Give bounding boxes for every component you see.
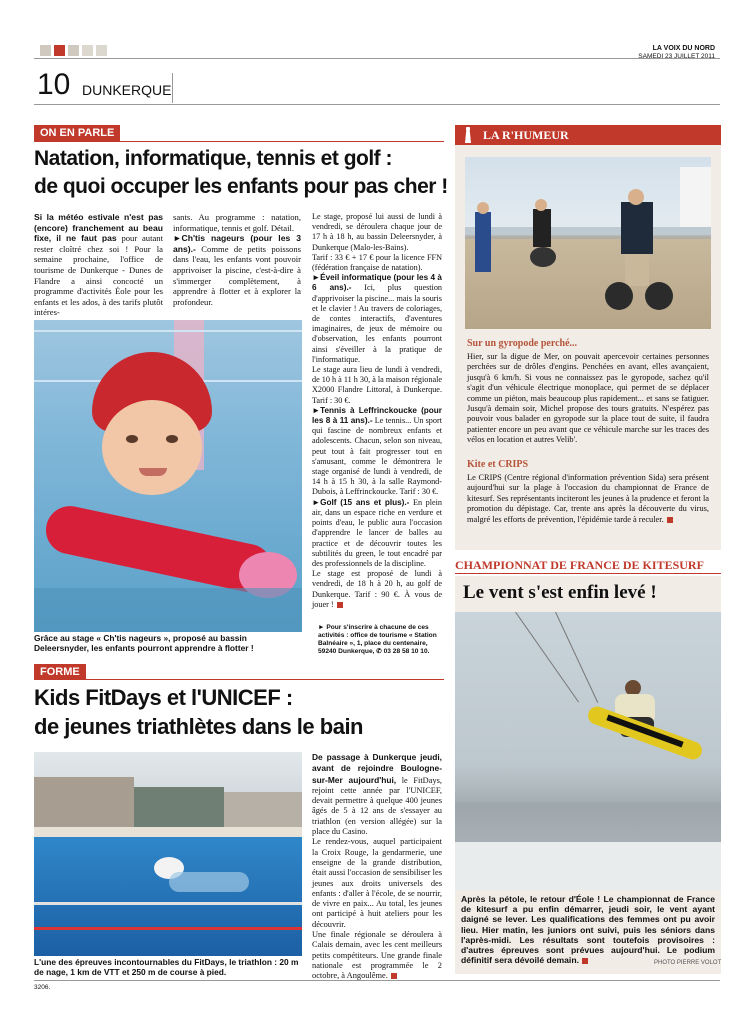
article1-photo-caption: Grâce au stage « Ch'tis nageurs », proposé au bassin Deleersnyder, les enfants pourront apprendre à flotter ! <box>34 633 254 653</box>
paper-name: LA VOIX DU NORD <box>652 45 715 52</box>
header-bottom-rule <box>34 104 720 105</box>
article1-col3-item1-title: ►Éveil informatique (pour les 4 à 6 ans).- <box>312 273 442 293</box>
kitesurfer-photo <box>455 612 721 890</box>
article2-photo-caption: L'une des épreuves incontournables du FitDays, le triathlon : 20 m de nage, 1 km de VTT et 250 m de course à pied. <box>34 957 299 977</box>
article2-p2: Le rendez-vous, auquel participaient la Croix Rouge, la gendarmerie, une enseigne de la grande distribution, était aussi l'occasion de sensibiliser les jeunes aux droits universels des enfants : d'aller à l'école, de se nourrir, de vivre en paix... Au total, les jeunes ont participé à huit ateliers pour les découvrir. <box>312 837 442 929</box>
rhumeur-sidebar <box>455 125 721 550</box>
article1-col1-text: pour autant rester cloîtré chez soi ! Pour la semaine prochaine, l'office de tourisme de Dunkerque - Dunes de Flandre a ainsi concocté un programme d'activités Éole pour les enfants et les ados, à des tarifs plutôt intéres- <box>34 233 163 318</box>
article1-col1 <box>34 212 163 318</box>
footer-code: 3206. <box>34 984 51 991</box>
page-date: SAMEDI 23 JUILLET 2011 <box>638 53 715 60</box>
kitesurf-headline: Le vent s'est enfin levé ! <box>463 582 657 603</box>
article1-kicker-rule <box>34 141 444 142</box>
swimming-child-photo <box>34 320 302 632</box>
article2-kicker-rule <box>34 679 444 680</box>
rhumeur-text-2-body: Le CRIPS (Centre régional d'information prévention Sida) sera présent aujourd'hui sur la plage à l'occasion du championnat de France de kitesurf. Ses représentants inciteront les jeunes à la prudence et feront la promotion du dépistage. Car, trente ans après la découverte du virus, malgré les efforts de prévention, l'épidémie tarde à reculer. <box>467 473 709 524</box>
photo-credit: PHOTO PIERRE VOLOT <box>654 960 722 966</box>
footer-rule <box>34 980 720 981</box>
header-rule <box>34 58 720 59</box>
article2-lead: De passage à Dunkerque jeudi, avant de rejoindre Boulogne-sur-Mer aujourd'hui, <box>312 752 442 785</box>
article1-col3-item3-title: ►Golf (15 ans et plus).- <box>312 497 410 507</box>
rhumeur-subhead-1: Sur un gyropode perché... <box>467 338 578 349</box>
article1-col3-item2-text: Le tennis... Un sport qui fascine de nombreux enfants et adolescents. Chacun, selon son niveau, peut tout à fait progresser tout en s'amusant, comme le démontrera le stage organisé de lundi à vendredi, de 14 h à 15 h 30, à la salle Raymond-Dubois, à Leffrinckoucke. Tarif : 30 €. <box>312 416 442 497</box>
article1-lead: Si la météo estivale n'est pas (encore) franchement au beau fixe, il ne faut pas <box>34 212 163 244</box>
article2-headline-2: de jeunes triathlètes dans le bain <box>34 714 363 739</box>
article1-item-title: ►Ch'tis nageurs (pour les 3 ans).- <box>173 233 301 254</box>
article1-col3-item1-text: Ici, plus question d'apprivoiser la piscine... mais la souris et le clavier ! Au travers de coloriages, de contes interactifs, d'aventures imaginaires, de jeux de mémoire ou d'observation, les enfants pourront ainsi s'éveiller à la pratique de l'informatique. <box>312 283 443 364</box>
article1-headline-1: Natation, informatique, tennis et golf : <box>34 147 392 170</box>
article1-col3-item3-text: En plein air, dans un espace riche en verdure et points d'eau, le public aura l'occasion d'apprendre le lancer de balles au practice et de découvrir toutes les subtilités du green, le tout encadré par des professionnels de la discipline. <box>312 497 442 568</box>
page-number: 10 <box>37 68 71 101</box>
gyropode-photo <box>465 157 711 329</box>
kitesurf-kicker-rule <box>455 573 721 574</box>
lighthouse-icon <box>461 127 475 143</box>
article1-info-box: ► Pour s'inscrire à chacune de ces activités : office de tourisme « Station Balnéaire », 1, place du centenaire, 59240 Dunkerque, ✆ 03 28 58 10 10. <box>318 624 437 655</box>
kitesurf-kicker: CHAMPIONNAT DE FRANCE DE KITESURF <box>455 558 704 572</box>
article1-col2-text: sants. Au programme : natation, informatique, tennis et golf. Détail. <box>173 212 301 233</box>
article1-col2 <box>173 212 301 307</box>
rhumeur-text-1: Hier, sur la digue de Mer, on pouvait apercevoir certaines personnes perchées sur de drôles d'engins. Penchées en avant, elles avançaient, jusqu'à 6 km/h. Si vous ne connaissez pas le gyropode, sachez qu'il s'agit d'un véhicule électrique monoplace, qui permet de se déplacer comme un piéton, mais beaucoup plus rapidement... et sans se fatiguer. Jusqu'à demain soir, Michel propose des tours gratuits. N'espérez pas pouvoir vous balader en gyropode sur la place tout de suite, il faudra patienter encore un peu avant que ce véhicule marche sur les traces des vélos en location et autres Velib'. <box>467 352 709 445</box>
kitesurf-caption <box>461 894 715 965</box>
article2-p3: Une finale régionale se déroulera à Calais demain, avec les cent meilleurs petits compétiteurs. Une grande finale nationale est programmée le 2 octobre, à Angoulême. <box>312 930 442 981</box>
article1-col3-p1: Le stage, proposé lui aussi de lundi à vendredi, se déroulera chaque jour de 17 h à 18 h, au bassin Deleersnyder, à Dunkerque (Malo-les-Bains). <box>312 212 442 252</box>
rhumeur-text-2 <box>467 473 709 525</box>
article1-col3-item2-title: ►Tennis à Leffrinckoucke (pour les 8 à 11 ans).- <box>312 405 442 426</box>
article1-col3-p4: Le stage est proposé de lundi à vendredi, de 18 h à 20 h, au golf de Dunkerque. Tarif : 90 €. À vous de jouer ! <box>312 569 442 609</box>
article1-kicker: ON EN PARLE <box>34 125 120 142</box>
section-divider <box>172 73 173 103</box>
article1-col3-p2: Tarif : 33 € + 17 € pour la licence FFN (fédération française de natation). <box>312 252 442 273</box>
rhumeur-kicker: LA R'HUMEUR <box>483 128 569 142</box>
article2-text <box>312 752 442 982</box>
article2-kicker: FORME <box>34 664 86 680</box>
article2-p1: le FitDays, rejoint cette année par l'UNICEF, devait permettre à quelque 400 jeunes âgés de 5 à 12 ans de s'essayer au triathlon (en version allégée) sur la place du Casino. <box>312 775 442 837</box>
kitesurf-caption-text: Après la pétole, le retour d'Éole ! Le championnat de France de kitesurf a pu enfin démarrer, jeudi soir, le vent ayant daigné se lever. Les qualifications des femmes ont pu avoir lieu. Hier matin, les juniors ont suivi, puis les séniors dans l'après-midi. Les résultats sont toutefois provisoires : d'autres épreuves sont prévues aujourd'hui. Le podium définitif sera dévoilé demain. <box>461 894 715 966</box>
section-title: DUNKERQUE <box>82 82 172 98</box>
article1-col3-p3: Le stage aura lieu de lundi à vendredi, de 10 h à 11 h 30, à la maison régionale X2000 Flandre Littoral, à Dunkerque. Tarif : 30 €. <box>312 365 442 405</box>
article1-headline-2: de quoi occuper les enfants pour pas cher ! <box>34 175 448 198</box>
rhumeur-subhead-2: Kite et CRIPS <box>467 459 529 470</box>
header-squares <box>40 45 120 57</box>
article2-headline-1: Kids FitDays et l'UNICEF : <box>34 685 293 710</box>
article1-col3 <box>312 212 442 610</box>
triathlon-pool-photo <box>34 752 302 956</box>
article1-item-text: Comme de petits poissons dans l'eau, les enfants vont pouvoir apprivoiser la piscine, c'est-à-dire à s'immerger complètement, à apprendre à flotter et à explorer la profondeur. <box>173 243 301 307</box>
